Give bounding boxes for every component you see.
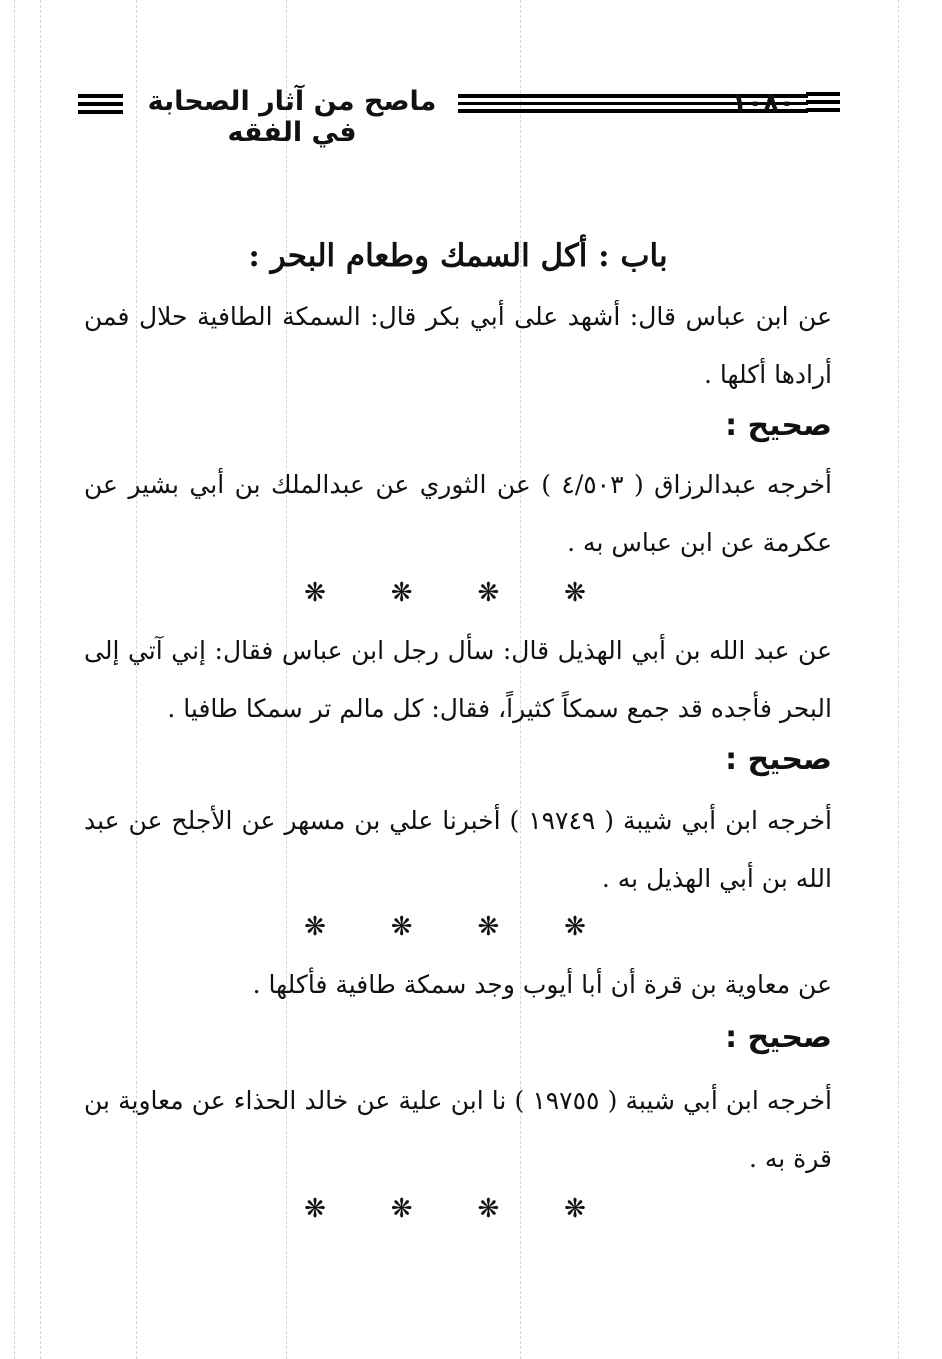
- star-ornament: ❋: [304, 1194, 326, 1224]
- star-ornament: ❋: [390, 912, 413, 942]
- page-number: ١٠٨٠: [731, 88, 795, 118]
- scan-guide-line: [40, 0, 41, 1359]
- star-ornament: ❋: [304, 578, 326, 608]
- narration-1: عن ابن عباس قال: أشهد على أبي بكر قال: السمكة الطافية حلال فمن أرادها أكلها .: [84, 302, 832, 389]
- takhrij-2: أخرجه ابن أبي شيبة ( ١٩٧٤٩ ) أخبرنا علي بن مسهر عن الأجلح عن عبد الله بن أبي الهذيل به .: [84, 806, 833, 893]
- star-ornament: ❋: [390, 1194, 413, 1224]
- section-divider-1: [300, 578, 590, 608]
- narration-3: عن معاوية بن قرة أن أبا أيوب وجد سمكة طافية فأكلها .: [252, 970, 832, 999]
- header-rule-left: [78, 94, 123, 114]
- star-ornament: ❋: [564, 912, 586, 942]
- star-ornament: ❋: [304, 912, 326, 942]
- header-rule-right: [806, 92, 840, 112]
- grade-label-3: صحيح :: [725, 1020, 832, 1055]
- star-ornament: ❋: [564, 1194, 586, 1224]
- star-ornament: ❋: [477, 912, 500, 942]
- star-ornament: ❋: [477, 1194, 500, 1224]
- narration-2: عن عبد الله بن أبي الهذيل قال: سأل رجل ابن عباس فقال: إني آتي إلى البحر فأجده قد جمع سمكاً كثيراً، فقال: كل مالم تر سمكا طافيا .: [84, 636, 832, 723]
- takhrij-3: أخرجه ابن أبي شيبة ( ١٩٧٥٥ ) نا ابن علية عن خالد الحذاء عن معاوية بن قرة به .: [84, 1086, 832, 1173]
- star-ornament: ❋: [390, 578, 413, 608]
- section-divider-2: [300, 912, 590, 942]
- takhrij-1: أخرجه عبدالرزاق ( ٤/٥٠٣ ) عن الثوري عن عبدالملك بن أبي بشير عن عكرمة عن ابن عباس به .: [84, 470, 832, 557]
- grade-label-1: صحيح :: [725, 408, 832, 443]
- section-divider-3: [300, 1194, 590, 1224]
- scan-guide-line: [14, 0, 15, 1359]
- book-title: ماصح من آثار الصحابة في الفقه: [147, 86, 437, 148]
- running-header: [78, 84, 840, 148]
- star-ornament: ❋: [477, 578, 500, 608]
- star-ornament: ❋: [564, 578, 586, 608]
- chapter-title: باب : أكل السمك وطعام البحر :: [248, 238, 668, 274]
- scan-guide-line: [898, 0, 899, 1359]
- grade-label-2: صحيح :: [725, 742, 832, 777]
